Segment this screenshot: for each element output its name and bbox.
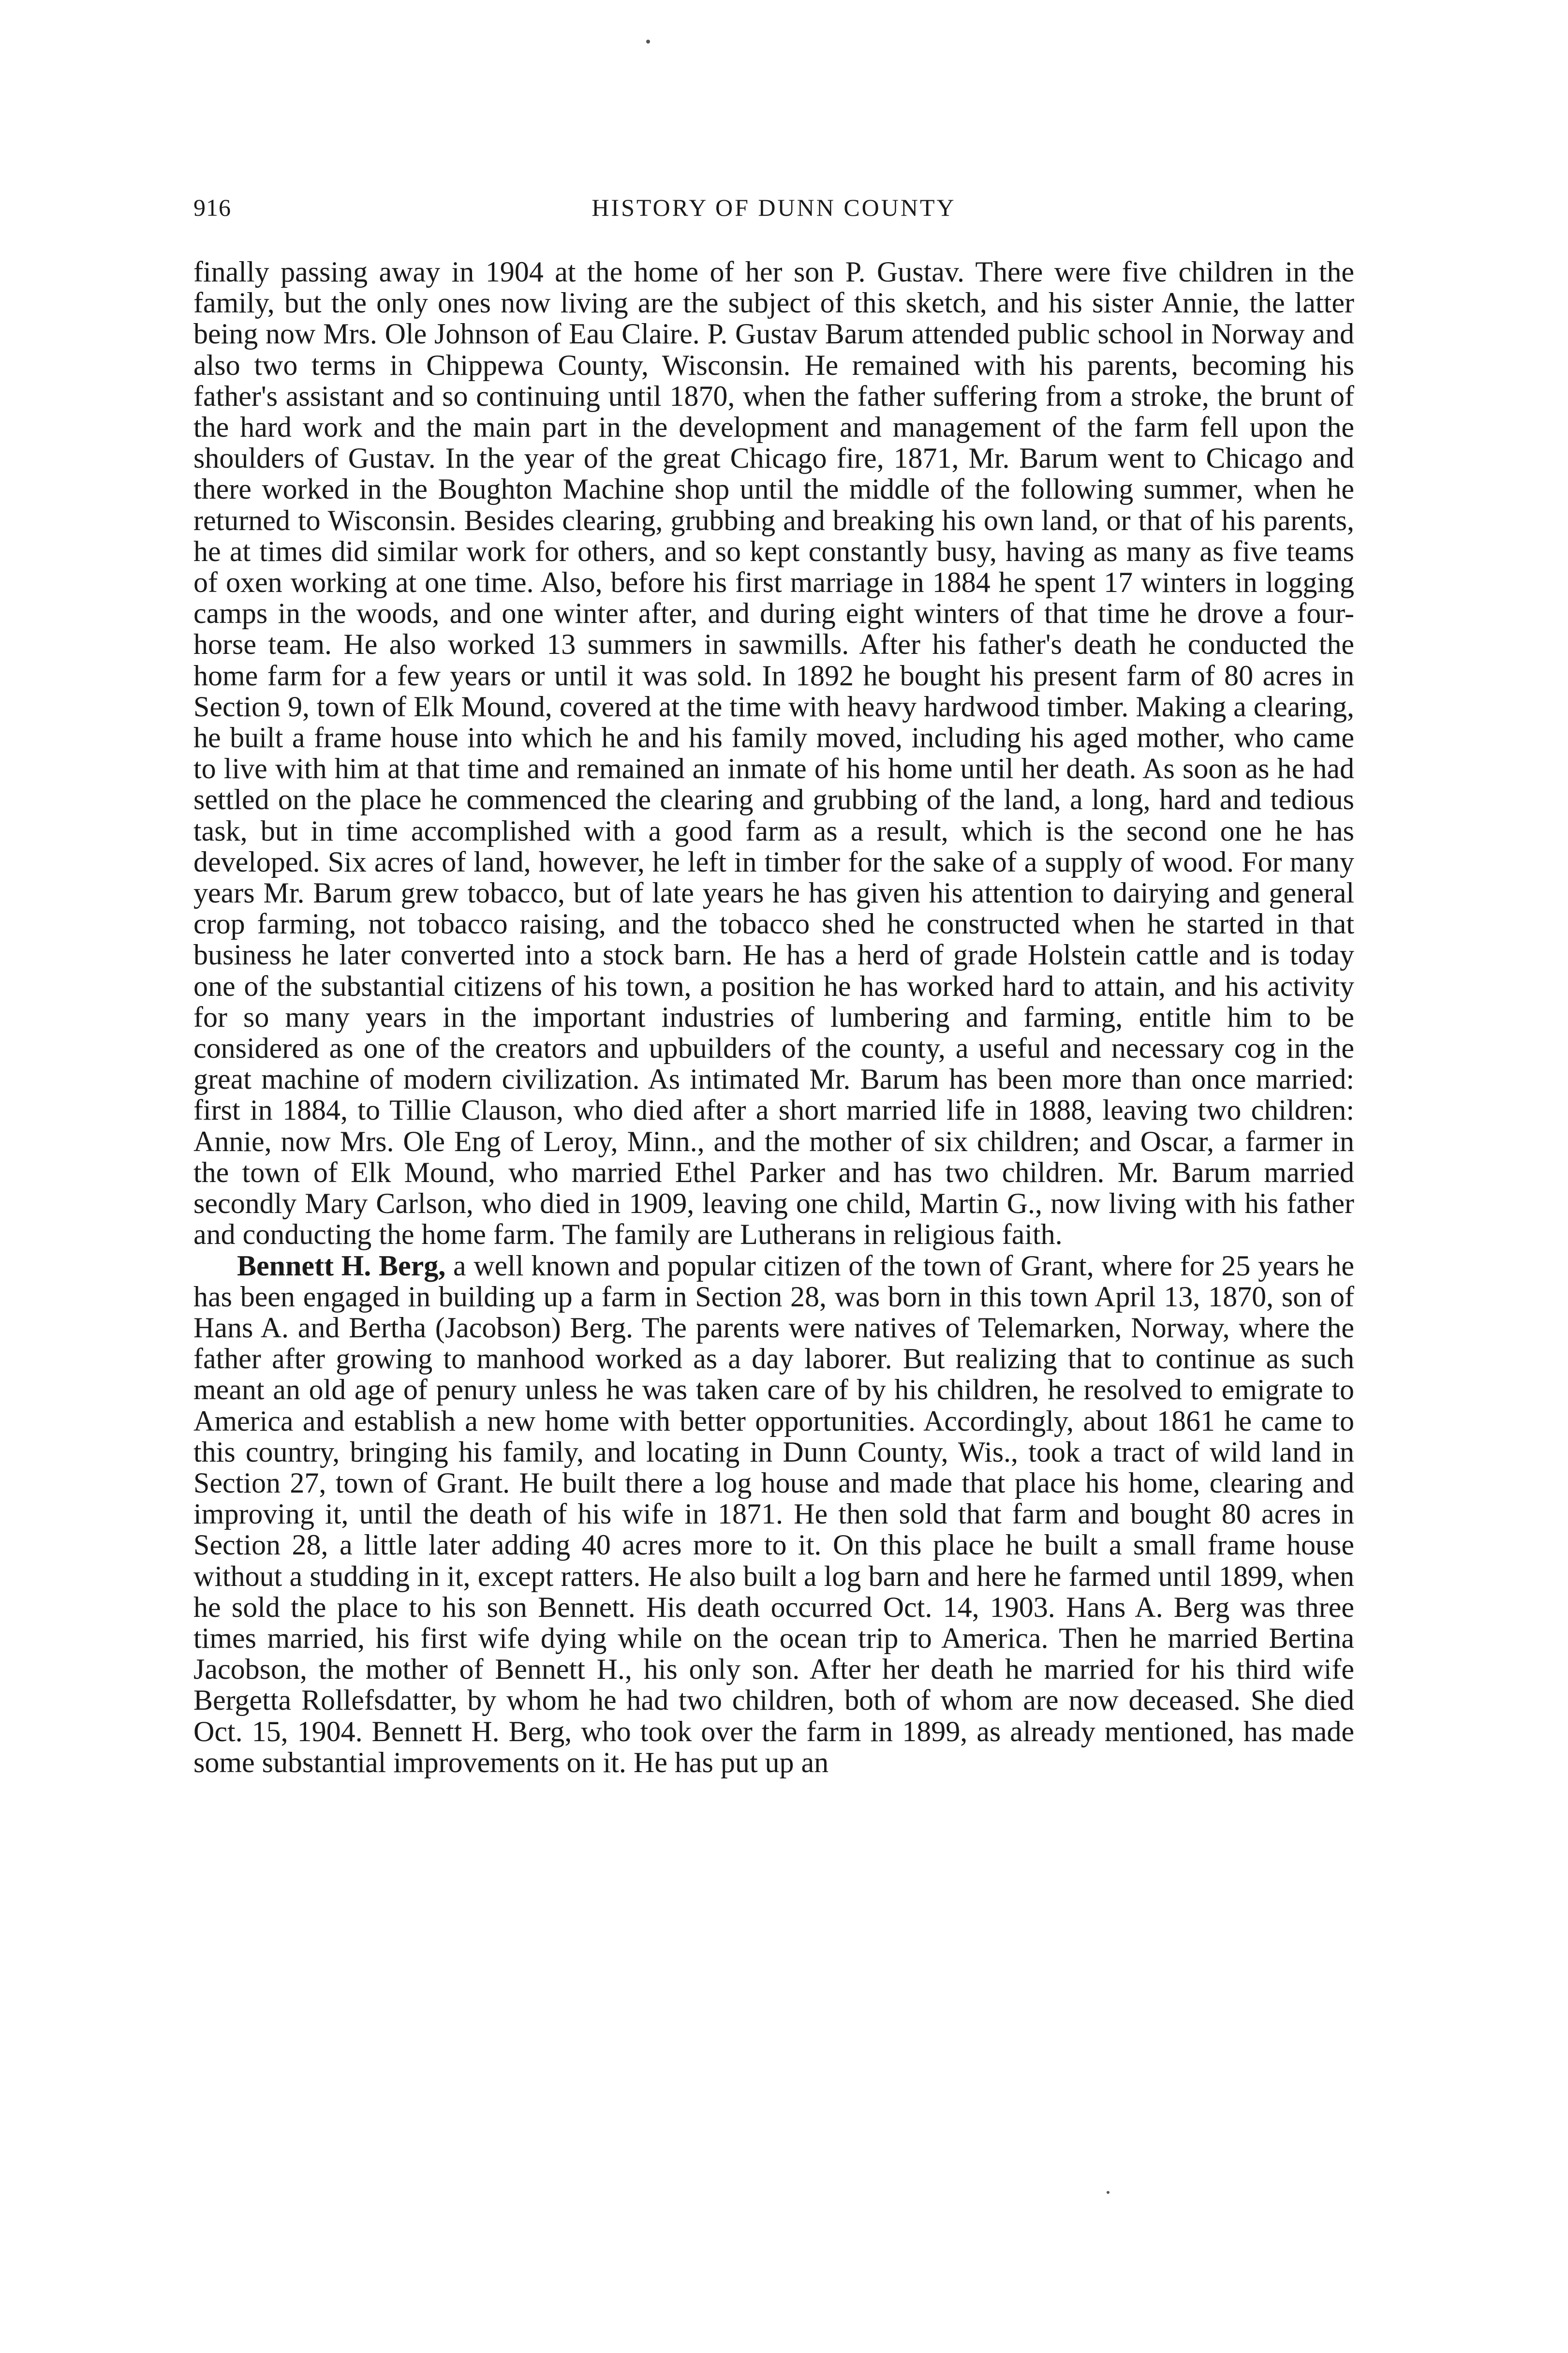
running-head: [193, 193, 1354, 232]
paragraph-continued: finally passing away in 1904 at the home of her son P. Gustav. There were five children in the family, but the only ones now living are the subject of this sketch, and his sister Annie, the latter being now Mrs. Ole Johnson of Eau Claire. P. Gustav Barum attended public school in Norway and also two terms in Chippewa County, Wisconsin. He remained with his parents, becoming his father's assistant and so continuing until 1870, when the father suffering from a stroke, the brunt of the hard work and the main part in the development and management of the farm fell upon the shoulders of Gustav. In the year of the great Chicago fire, 1871, Mr. Barum went to Chicago and there worked in the Boughton Machine shop until the middle of the following summer, when he returned to Wisconsin. Besides clearing, grubbing and breaking his own land, or that of his parents, he at times did similar work for others, and so kept constantly busy, having as many as five teams of oxen working at one time. Also, before his first marriage in 1884 he spent 17 winters in logging camps in the woods, and one winter after, and during eight winters of that time he drove a four-horse team. He also worked 13 summers in sawmills. After his father's death he conducted the home farm for a few years or until it was sold. In 1892 he bought his present farm of 80 acres in Section 9, town of Elk Mound, covered at the time with heavy hardwood timber. Making a clearing, he built a frame house into which he and his family moved, including his aged mother, who came to live with him at that time and remained an inmate of his home until her death. As soon as he had settled on the place he commenced the clearing and grubbing of the land, a long, hard and tedious task, but in time accomplished with a good farm as a result, which is the second one he has developed. Six acres of land, however, he left in timber for the sake of a supply of wood. For many years Mr. Barum grew tobacco, but of late years he has given his attention to dairying and general crop farming, not tobacco raising, and the tobacco shed he constructed when he started in that business he later converted into a stock barn. He has a herd of grade Holstein cattle and is today one of the substantial citizens of his town, a position he has worked hard to attain, and his activity for so many years in the important industries of lumbering and farming, entitle him to be considered as one of the creators and upbuilders of the county, a useful and necessary cog in the great machine of modern civilization. As intimated Mr. Barum has been more than once married: first in 1884, to Tillie Clauson, who died after a short married life in 1888, leaving two children: Annie, now Mrs. Ole Eng of Leroy, Minn., and the mother of six children; and Oscar, a farmer in the town of Elk Mound, who married Ethel Parker and has two children. Mr. Barum married secondly Mary Carlson, who died in 1909, leaving one child, Martin G., now living with his father and conducting the home farm. The family are Lutherans in religious faith.: [193, 256, 1354, 1251]
paragraph-text: a well known and popular citizen of the town of Grant, where for 25 years he has been engaged in building up a farm in Section 28, was born in this town April 13, 1870, son of Hans A. and Bertha (Jacobson) Berg. The parents were natives of Telemarken, Norway, where the father after growing to manhood worked as a day laborer. But realizing that to continue as such meant an old age of penury unless he was taken care of by his children, he resolved to emigrate to America and establish a new home with better opportunities. Accordingly, about 1861 he came to this country, bringing his family, and locating in Dunn County, Wis., took a tract of wild land in Section 27, town of Grant. He built there a log house and made that place his home, clearing and improving it, until the death of his wife in 1871. He then sold that farm and bought 80 acres in Section 28, a little later adding 40 acres more to it. On this place he built a small frame house without a studding in it, except ratters. He also built a log barn and here he farmed until 1899, when he sold the place to his son Bennett. His death occurred Oct. 14, 1903. Hans A. Berg was three times married, his first wife dying while on the ocean trip to America. Then he married Bertina Jacobson, the mother of Bennett H., his only son. After her death he married for his third wife Bergetta Rollefsdatter, by whom he had two children, both of whom are now deceased. She died Oct. 15, 1904. Bennett H. Berg, who took over the farm in 1899, as already mentioned, has made some substantial improvements on it. He has put up an: [193, 1249, 1354, 1778]
biography-subject-name: Bennett H. Berg,: [237, 1249, 446, 1282]
running-title: HISTORY OF DUNN COUNTY: [592, 194, 956, 221]
page-number: 916: [193, 194, 231, 221]
ink-speck: [1107, 2191, 1109, 2194]
body-text: [193, 256, 1354, 1778]
paragraph-bennett-berg: [193, 1250, 1354, 1778]
ink-speck: [646, 40, 650, 44]
